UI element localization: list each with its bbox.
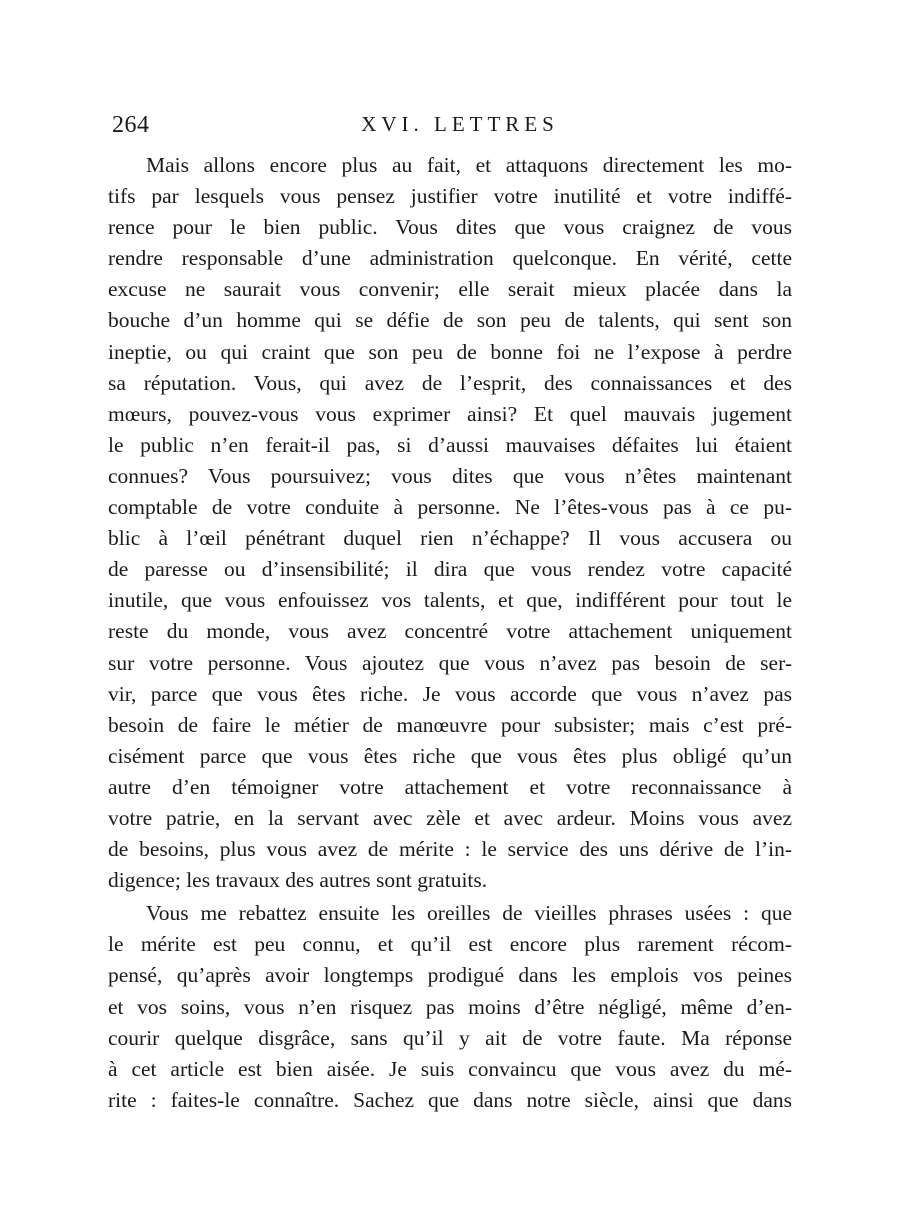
text-line: comptable de votre conduite à personne. Ne l’êtes-vous pas à ce pu- (108, 495, 792, 520)
text-line: tifs par lesquels vous pensez justifier votre inutilité et votre indiffé- (108, 184, 792, 209)
text-line: besoin de faire le métier de manœuvre pour subsister; mais c’est pré- (108, 712, 792, 737)
text-line: pensé, qu’après avoir longtemps prodigué dans les emplois vos peines (108, 963, 792, 988)
text-line: Mais allons encore plus au fait, et attaquons directement les mo- (146, 153, 792, 177)
text-line: inutile, que vous enfouissez vos talents, et que, indifférent pour tout le (108, 588, 792, 613)
text-line: autre d’en témoigner votre attachement et votre reconnaissance à (108, 774, 792, 799)
text-line: vir, parce que vous êtes riche. Je vous accorde que vous n’avez pas (108, 681, 792, 706)
text-line: bouche d’un homme qui se défie de son peu de talents, qui sent son (108, 308, 792, 333)
text-line: reste du monde, vous avez concentré votre attachement uniquement (108, 619, 792, 644)
text-line: de paresse ou d’insensibilité; il dira que vous rendez votre capacité (108, 557, 792, 582)
text-line: le public n’en ferait-il pas, si d’aussi mauvaises défaites lui étaient (108, 432, 792, 457)
text-line: ineptie, ou qui craint que son peu de bonne foi ne l’expose à perdre (108, 339, 792, 364)
paragraph-2 (108, 898, 792, 1116)
running-title: XVI. LETTRES (361, 112, 559, 136)
text-line: à cet article est bien aisée. Je suis convaincu que vous avez du mé- (108, 1056, 792, 1081)
text-line: digence; les travaux des autres sont gratuits. (108, 868, 488, 893)
text-body (108, 150, 792, 1116)
text-line: rence pour le bien public. Vous dites que vous craignez de vous (108, 215, 792, 240)
text-line: sa réputation. Vous, qui avez de l’esprit, des connaissances et des (108, 370, 792, 395)
text-line: courir quelque disgrâce, sans qu’il y ait de votre faute. Ma réponse (108, 1025, 792, 1050)
text-line: de besoins, plus vous avez de mérite : le service des uns dérive de l’in- (108, 837, 792, 862)
text-line: sur votre personne. Vous ajoutez que vous n’avez pas besoin de ser- (108, 650, 792, 675)
running-head (112, 112, 792, 142)
page-number: 264 (112, 112, 150, 138)
paragraph-1 (108, 150, 792, 896)
text-line: le mérite est peu connu, et qu’il est encore plus rarement récom- (108, 932, 792, 957)
text-line: mœurs, pouvez-vous vous exprimer ainsi? Et quel mauvais jugement (108, 401, 792, 426)
text-line: excuse ne saurait vous convenir; elle serait mieux placée dans la (108, 277, 792, 302)
text-line: cisément parce que vous êtes riche que vous êtes plus obligé qu’un (108, 743, 792, 768)
text-line: connues? Vous poursuivez; vous dites que vous n’êtes maintenant (108, 463, 792, 488)
text-line: votre patrie, en la servant avec zèle et avec ardeur. Moins vous avez (108, 805, 792, 830)
text-line: rendre responsable d’une administration quelconque. En vérité, cette (108, 246, 792, 271)
text-line: et vos soins, vous n’en risquez pas moins d’être négligé, même d’en- (108, 994, 792, 1019)
text-line: Vous me rebattez ensuite les oreilles de vieilles phrases usées : que (146, 901, 792, 926)
text-line: rite : faites-le connaître. Sachez que dans notre siècle, ainsi que dans (108, 1087, 792, 1112)
text-line: blic à l’œil pénétrant duquel rien n’échappe? Il vous accusera ou (108, 526, 792, 551)
